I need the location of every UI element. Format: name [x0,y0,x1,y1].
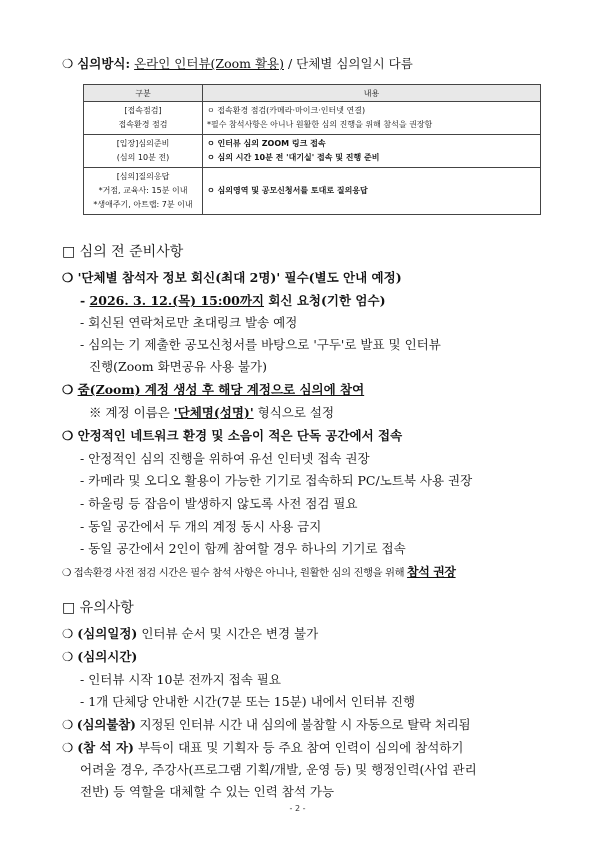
list-item-continuation: 전반) 등 역할을 대체할 수 있는 인력 참석 가능 [80,784,335,799]
table-key-cell [84,135,203,168]
list-subitem: - 심의는 기 제출한 공모신청서를 바탕으로 '구두'로 발표 및 인터뷰 [80,337,441,352]
item-label: (참 석 자) [77,740,134,755]
bullet-icon: ❍ [62,740,74,755]
bullet-icon: ❍ [62,649,74,664]
item-text: 부득이 대표 및 기획자 등 주요 참여 인력이 심의에 참석하기 [133,740,464,755]
item-label: (심의불참) [76,717,136,732]
table-header-row [84,85,541,102]
page-number: - 2 - [289,804,306,813]
list-subitem: 진행(Zoom 화면공유 사용 불가) [89,359,268,374]
cell-text: [접속점검] [124,106,162,115]
note-prefix: ※ 계정 이름은 [89,405,174,420]
bullet-icon: ❍ [62,717,74,732]
item-text: 안정적인 네트워크 환경 및 소음이 적은 단독 공간에서 접속 [77,428,403,443]
item-label: (심의시간) [77,649,138,664]
list-subitem: - 2026. 3. 12.(목) 15:00까지 회신 요청(기한 엄수) [80,293,386,308]
list-item-continuation: 어려울 경우, 주강사(프로그램 기획/개발, 운영 등) 및 행정인력(사업 관리 [80,762,477,777]
cell-text: *필수 참석사항은 아니나 원활한 심의 진행을 위해 참석을 권장함 [207,120,433,129]
method-rest: / 단체별 심의일시 다름 [284,56,413,71]
list-subitem: - 1개 단체당 안내한 시간(7분 또는 15분) 내에서 인터뷰 진행 [80,694,416,709]
cell-text: ㅇ 인터뷰 심의 ZOOM 링크 접속 [207,139,326,148]
cell-text: ㅇ 접속환경 점검(카메라·마이크·인터넷 연결) [207,106,366,115]
list-subitem: - 회신된 연락처로만 초대링크 발송 예정 [80,315,298,330]
schedule-table [83,84,541,215]
account-name-format: '단체명(성명)' [173,405,254,420]
table-header-cell: 내용 [203,85,541,102]
list-item [62,564,456,581]
list-item [62,626,318,642]
deadline-date: 2026. 3. 12.(목) 15:00까지 [89,293,264,308]
cell-text: (심의 10분 전) [116,153,170,162]
table-key-cell [84,168,203,215]
item-text: 인터뷰 순서 및 시간은 변경 불가 [137,626,319,641]
list-subitem: - 동일 공간에서 두 개의 계정 동시 사용 금지 [80,519,322,534]
bullet-icon: ❍ [62,382,74,397]
cell-text: [심의]질의응답 [116,172,170,181]
list-item [62,717,470,733]
list-subitem: - 안정적인 심의 진행을 위하여 유선 인터넷 접속 권장 [80,451,370,466]
list-subitem: - 하울링 등 잡음이 발생하지 않도록 사전 점검 필요 [80,496,358,511]
table-row [84,102,541,135]
item-text: '단체별 참석자 정보 회신(최대 2명)' 필수(별도 안내 예정) [77,270,402,285]
table-value-cell [203,135,541,168]
section-title: □ 심의 전 준비사항 [62,244,184,260]
bullet-icon: ❍ [62,56,74,71]
deadline-rest: 회신 요청(기한 엄수) [264,293,386,308]
list-subitem: - 카메라 및 오디오 활용이 가능한 기기로 접속하되 PC/노트북 사용 권장 [80,473,473,488]
table-key-cell [84,102,203,135]
table-value-cell [203,102,541,135]
cell-text: [입장]심의준비 [116,139,170,148]
table-header-cell: 구분 [84,85,203,102]
table-row [84,135,541,168]
emphasis-text: 참석 권장 [407,565,456,579]
section-title: □ 유의사항 [62,600,134,616]
item-text: 지정된 인터뷰 시간 내 심의에 불참할 시 자동으로 탈락 처리됨 [135,717,471,732]
table-row [84,168,541,215]
bullet-icon: ❍ [62,567,71,579]
cell-text: ㅇ 심의 시간 10분 전 '대기실' 접속 및 진행 준비 [207,153,380,162]
cell-text: *생애주기, 아트랩: 7분 이내 [93,200,193,209]
item-label: (심의일정) [77,626,138,641]
item-text: 줌(Zoom) 계정 생성 후 해당 계정으로 심의에 참여 [77,382,365,397]
list-item [62,649,137,665]
bullet-icon: ❍ [62,626,74,641]
note-line [89,405,334,421]
list-item [62,428,402,444]
item-text: 접속환경 사전 점검 시간은 필수 참석 사항은 아니나, 원활한 심의 진행을 위해 [73,567,408,579]
list-item [62,740,464,756]
method-label: 심의방식: [77,56,131,71]
method-line [62,56,413,72]
bullet-icon: ❍ [62,270,74,285]
cell-text: 접속환경 점검 [118,120,168,129]
note-suffix: 형식으로 설정 [253,405,335,420]
list-subitem: - 인터뷰 시작 10분 전까지 접속 필요 [80,672,281,687]
cell-text: ㅇ 심의영역 및 공모신청서를 토대로 질의응답 [207,186,368,195]
table-value-cell [203,168,541,215]
method-value: 온라인 인터뷰(Zoom 활용) [134,56,284,71]
bullet-icon: ❍ [62,428,74,443]
cell-text: *거점, 교육사: 15분 이내 [98,186,188,195]
list-item [62,270,402,286]
list-subitem: - 동일 공간에서 2인이 함께 참여할 경우 하나의 기기로 접속 [80,541,406,556]
list-item [62,382,364,398]
